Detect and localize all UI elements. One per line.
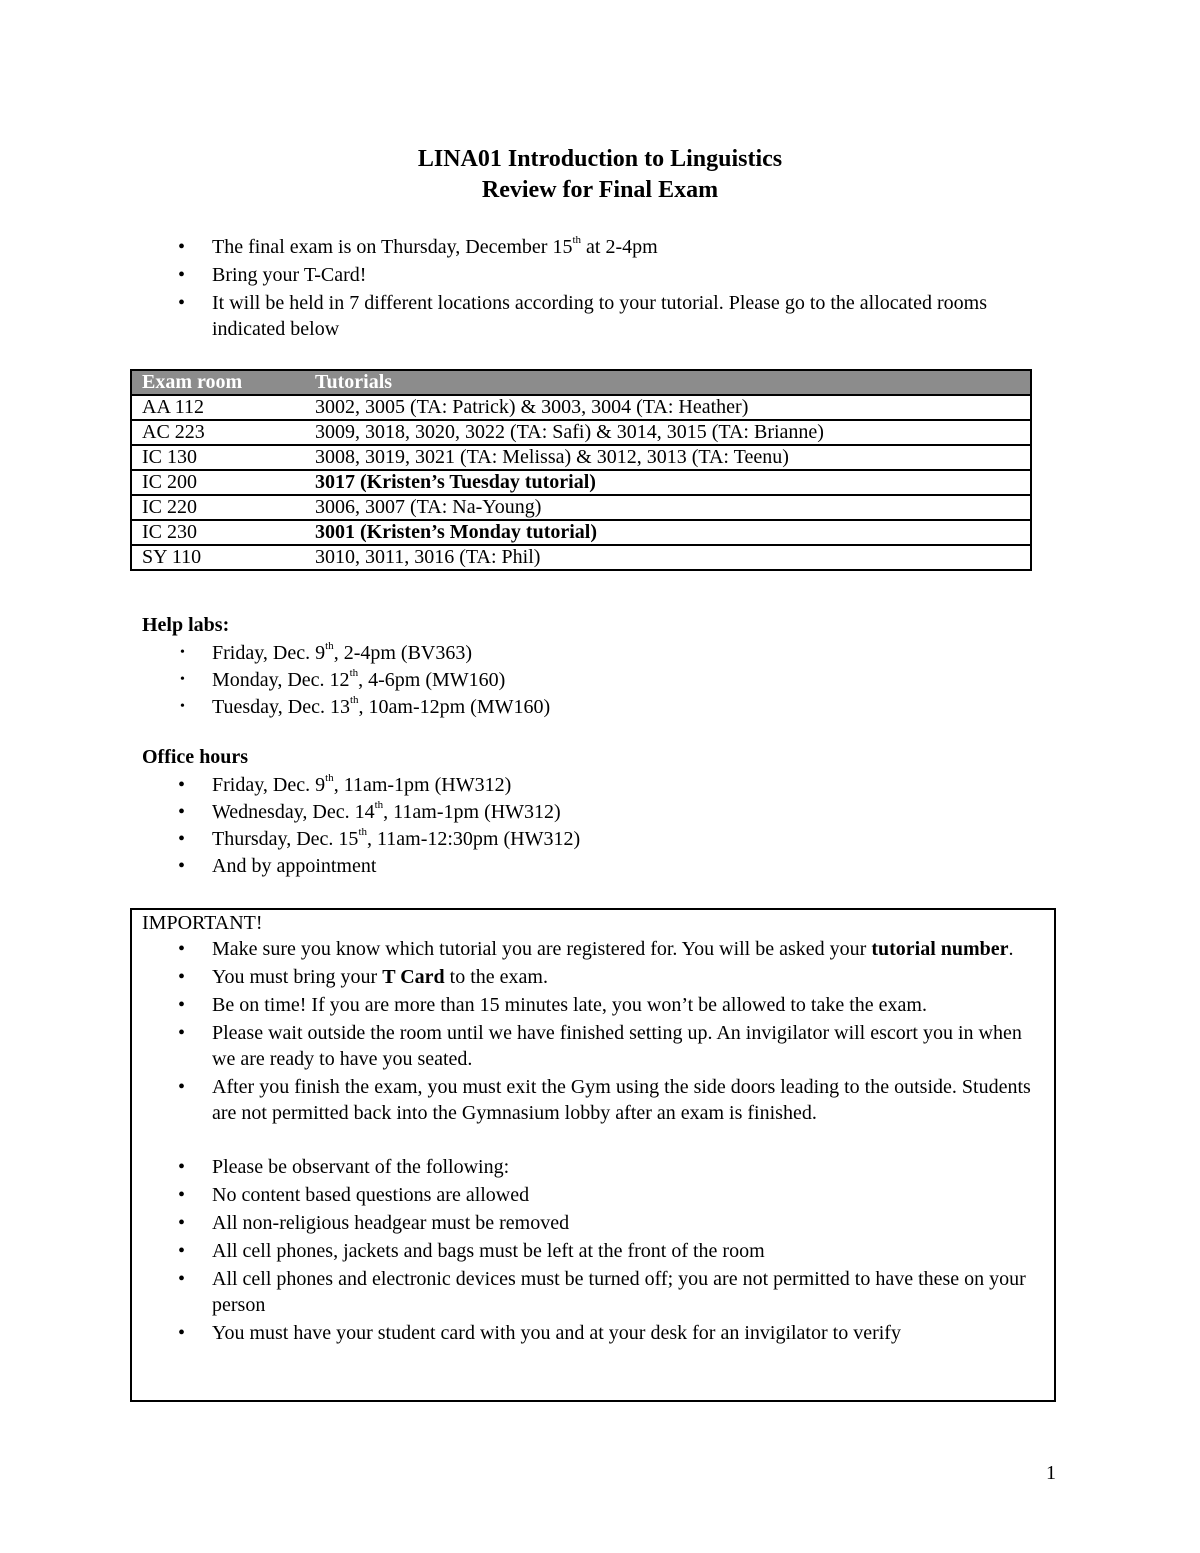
tcard-reminder-text: Bring your T-Card! xyxy=(212,264,367,286)
bullet-icon: • xyxy=(180,672,185,687)
exam-date-text: The final exam is on Thursday, December 15 xyxy=(212,236,573,258)
list-item xyxy=(142,694,1042,720)
notice-text: All cell phones and electronic devices must be turned off; you are not permitted to have these on your person xyxy=(212,1268,1026,1316)
list-item xyxy=(142,799,1042,825)
notice-text: Please be observant of the following: xyxy=(212,1156,510,1178)
notice-text: Make sure you know which tutorial you are registered for. You will be asked your xyxy=(212,938,872,960)
exam-room-cell: IC 130 xyxy=(131,445,305,470)
list-item xyxy=(142,1238,1037,1264)
notice-text: All non-religious headgear must be removed xyxy=(212,1212,570,1234)
list-item xyxy=(142,1182,1037,1208)
exam-room-cell: IC 220 xyxy=(131,495,305,520)
help-lab-time: , 10am-12pm (MW160) xyxy=(358,696,551,718)
table-row xyxy=(131,470,1031,495)
exam-room-cell: SY 110 xyxy=(131,545,305,570)
help-lab-time: , 2-4pm (BV363) xyxy=(333,642,473,664)
document-subtitle: Review for Final Exam xyxy=(481,177,719,203)
ordinal-suffix: th xyxy=(374,799,384,812)
bullet-icon: • xyxy=(178,1184,186,1206)
table-row xyxy=(131,395,1031,420)
office-hours-list xyxy=(142,772,1042,880)
office-hours-heading: Office hours xyxy=(142,746,249,768)
ordinal-suffix: th xyxy=(358,826,367,839)
bullet-icon: • xyxy=(178,966,186,988)
tutorials-cell: 3009, 3018, 3020, 3022 (TA: Safi) & 3014, 3015 (TA: Brianne) xyxy=(305,420,1031,445)
help-labs-heading: Help labs: xyxy=(142,614,230,636)
bullet-icon: • xyxy=(178,292,186,314)
list-item xyxy=(142,1266,1037,1318)
list-item xyxy=(142,1020,1037,1072)
ordinal-suffix: th xyxy=(325,772,334,785)
list-item xyxy=(142,1154,1037,1180)
office-hour-date: Friday, Dec. 9 xyxy=(212,774,326,796)
bullet-icon: • xyxy=(178,938,186,960)
page-number: 1 xyxy=(1046,1462,1056,1484)
notice-text: Be on time! If you are more than 15 minutes late, you won’t be allowed to take the exam. xyxy=(212,994,927,1016)
column-header-tutorials: Tutorials xyxy=(305,370,1031,395)
bullet-icon: • xyxy=(178,774,186,796)
bullet-icon: • xyxy=(178,994,186,1016)
intro-bullet-exam-date xyxy=(142,234,1042,260)
tutorials-cell: 3002, 3005 (TA: Patrick) & 3003, 3004 (TA: Heather) xyxy=(305,395,1031,420)
office-hour-appointment: And by appointment xyxy=(212,855,377,877)
emphasized-text: T Card xyxy=(382,966,445,988)
notice-text: Please wait outside the room until we have finished setting up. An invigilator will escort you in when we are ready to have you seated. xyxy=(212,1022,1022,1070)
notice-text: You must bring your xyxy=(212,966,383,988)
list-item xyxy=(142,640,1042,666)
notice-text: to the exam. xyxy=(444,966,548,988)
bullet-icon: • xyxy=(178,801,186,823)
help-lab-time: , 4-6pm (MW160) xyxy=(358,669,506,691)
tutorials-cell: 3008, 3019, 3021 (TA: Melissa) & 3012, 3013 (TA: Teenu) xyxy=(305,445,1031,470)
notice-text: All cell phones, jackets and bags must be left at the front of the room xyxy=(212,1240,765,1262)
table-row xyxy=(131,545,1031,570)
list-item xyxy=(142,936,1037,962)
bullet-icon: • xyxy=(178,1240,186,1262)
notice-text: . xyxy=(1008,938,1014,960)
bullet-icon: • xyxy=(178,264,186,286)
list-item xyxy=(142,992,1037,1018)
table-row xyxy=(131,520,1031,545)
bullet-icon: • xyxy=(178,828,186,850)
exam-room-cell: IC 200 xyxy=(131,470,305,495)
exam-room-cell: IC 230 xyxy=(131,520,305,545)
office-hour-date: Wednesday, Dec. 14 xyxy=(212,801,375,823)
notice-text: No content based questions are allowed xyxy=(212,1184,530,1206)
exam-time-text: at 2-4pm xyxy=(581,236,658,258)
list-item xyxy=(142,1074,1037,1126)
office-hour-time: , 11am-1pm (HW312) xyxy=(333,774,512,796)
office-hour-date: Thursday, Dec. 15 xyxy=(212,828,359,850)
table-header-row xyxy=(131,370,1031,395)
table-row xyxy=(131,445,1031,470)
column-header-exam-room: Exam room xyxy=(131,370,305,395)
bullet-icon: • xyxy=(180,699,185,714)
ordinal-suffix: th xyxy=(349,694,359,707)
help-lab-date: Friday, Dec. 9 xyxy=(212,642,326,664)
list-item xyxy=(142,826,1042,852)
bullet-icon: • xyxy=(178,1322,186,1344)
ordinal-suffix: th xyxy=(572,234,582,247)
document-title: LINA01 Introduction to Linguistics xyxy=(417,146,783,172)
list-item xyxy=(142,772,1042,798)
important-title: IMPORTANT! xyxy=(142,912,263,934)
tutorials-cell: 3006, 3007 (TA: Na-Young) xyxy=(305,495,1031,520)
list-item xyxy=(142,853,1042,879)
bullet-icon: • xyxy=(178,1268,186,1290)
list-item xyxy=(142,667,1042,693)
bullet-icon: • xyxy=(178,1076,186,1098)
help-labs-list xyxy=(142,640,1042,721)
bullet-icon: • xyxy=(178,1156,186,1178)
exam-room-cell: AA 112 xyxy=(131,395,305,420)
exam-room-cell: AC 223 xyxy=(131,420,305,445)
list-item xyxy=(142,1210,1037,1236)
important-notice-list xyxy=(142,936,1037,1348)
office-hour-time: , 11am-1pm (HW312) xyxy=(383,801,561,823)
bullet-icon: • xyxy=(178,236,186,258)
list-item xyxy=(142,964,1037,990)
intro-bullet-list xyxy=(142,234,1042,344)
notice-text: After you finish the exam, you must exit the Gym using the side doors leading to the outside. Students are not permitted back into the Gymnasium lobby after an exam is finished. xyxy=(212,1076,1031,1124)
tutorials-cell: 3001 (Kristen’s Monday tutorial) xyxy=(305,520,1031,545)
bullet-icon: • xyxy=(180,645,185,660)
ordinal-suffix: th xyxy=(349,667,359,680)
bullet-icon: • xyxy=(178,1212,186,1234)
help-lab-date: Tuesday, Dec. 13 xyxy=(212,696,350,718)
office-hour-time: , 11am-12:30pm (HW312) xyxy=(367,828,581,850)
emphasized-text: tutorial number xyxy=(871,938,1009,960)
tutorials-cell: 3010, 3011, 3016 (TA: Phil) xyxy=(305,545,1031,570)
bullet-icon: • xyxy=(178,855,186,877)
intro-bullet-locations xyxy=(142,290,1042,342)
help-lab-date: Monday, Dec. 12 xyxy=(212,669,350,691)
exam-room-table xyxy=(130,369,1032,571)
bullet-icon: • xyxy=(178,1022,186,1044)
list-item xyxy=(142,1320,1037,1346)
locations-text: It will be held in 7 different locations according to your tutorial. Please go to the allocated rooms indicated below xyxy=(212,292,987,340)
notice-text: You must have your student card with you and at your desk for an invigilator to verify xyxy=(212,1322,901,1344)
intro-bullet-tcard xyxy=(142,262,1042,288)
ordinal-suffix: th xyxy=(325,640,334,653)
table-row xyxy=(131,495,1031,520)
table-row xyxy=(131,420,1031,445)
tutorials-cell: 3017 (Kristen’s Tuesday tutorial) xyxy=(305,470,1031,495)
